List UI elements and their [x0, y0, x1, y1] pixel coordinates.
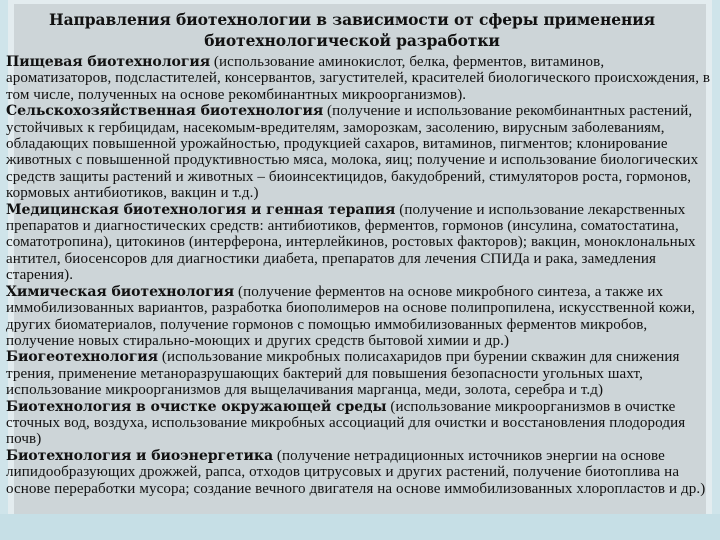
directions-list	[6, 54, 712, 497]
direction-description: (использование микробных полисахаридов при бурении скважин для снижения трения, применение метаноразрушающих бактерий для повышения безопасности угольных шахт, использование микроорганизмов для выщелачивания марганца, меди, золота, серебра и т.д)	[6, 349, 680, 399]
direction-description: (получение и использование рекомбинантных растений, устойчивых к гербицидам, насекомым-вредителям, заморозкам, засолению, вирусным заболеваниям, обладающих повышенной урожайностью, продукцией сахаров, витаминов, пигментов; клонирование животных с повышенной продуктивностью мяса, молока, яиц; получение и использование биологических средств защиты растений и животных – биоинсектицидов, бакудобрений, стимуляторов роста, гормонов, кормовых антибиотиков, вакцин и т.д.)	[6, 103, 699, 202]
list-item	[6, 103, 712, 201]
direction-term: Биогеотехнология	[6, 349, 158, 366]
direction-description: (получение и использование лекарственных препаратов и диагностических средств: антибиотиков, ферментов, гормонов (инсулина, соматостатина, соматотропина), цитокинов (интерферона, интерлейкинов, ростовых факторов); вакцин, моноклональных антител, биосенсоров для диагностики диабета, препаратов для лечения СПИДа и рака, замедления старения).	[6, 201, 696, 284]
direction-term: Химическая биотехнология	[6, 283, 235, 300]
direction-description: (использование микроорганизмов в очистке сточных вод, воздуха, использование микробных ассоциаций для очистки и восстановления плодородия почв)	[6, 398, 686, 448]
slide-title-line-2: биотехнологической разработки	[204, 31, 500, 50]
slide-bottom-band	[0, 514, 720, 540]
list-item	[6, 448, 712, 497]
list-item	[6, 54, 712, 103]
list-item	[6, 202, 712, 284]
direction-description: (использование аминокислот, белка, ферментов, витаминов, ароматизаторов, подсластителей, консервантов, загустителей, красителей биологического происхождения, в том числе, полученных на основе рекомбинантных микроорганизмов).	[6, 54, 711, 103]
slide-title	[6, 9, 698, 51]
direction-term: Биотехнология и биоэнергетика	[6, 447, 273, 464]
direction-term: Сельскохозяйственная биотехнология	[6, 103, 324, 120]
direction-term: Биотехнология в очистке окружающей среды	[6, 398, 387, 415]
list-item	[6, 284, 712, 350]
list-item	[6, 349, 712, 398]
direction-description: (получение ферментов на основе микробного синтеза, а также их иммобилизованных вариантов, разработка биополимеров на основе полипропилена, искусственной кожи, других биоматериалов, получение гормонов с помощью иммобилизованных ферментов микробов, получение новых стирально-моющих и других средств бытовой химии и др.)	[6, 283, 696, 349]
direction-description: (получение нетрадиционных источников энергии на основе липидообразующих дрожжей, рапса, отходов цитрусовых и других растений, получение биотоплива на основе переработки мусора; создание вечного двигателя на основе иммобилизованных хлоропластов и др.)	[6, 447, 706, 497]
direction-term: Пищевая биотехнология	[6, 54, 211, 70]
slide-title-line-1: Направления биотехнологии в зависимости от сферы применения	[49, 10, 655, 29]
list-item	[6, 399, 712, 448]
direction-term: Медицинская биотехнология и генная терапия	[6, 201, 396, 218]
